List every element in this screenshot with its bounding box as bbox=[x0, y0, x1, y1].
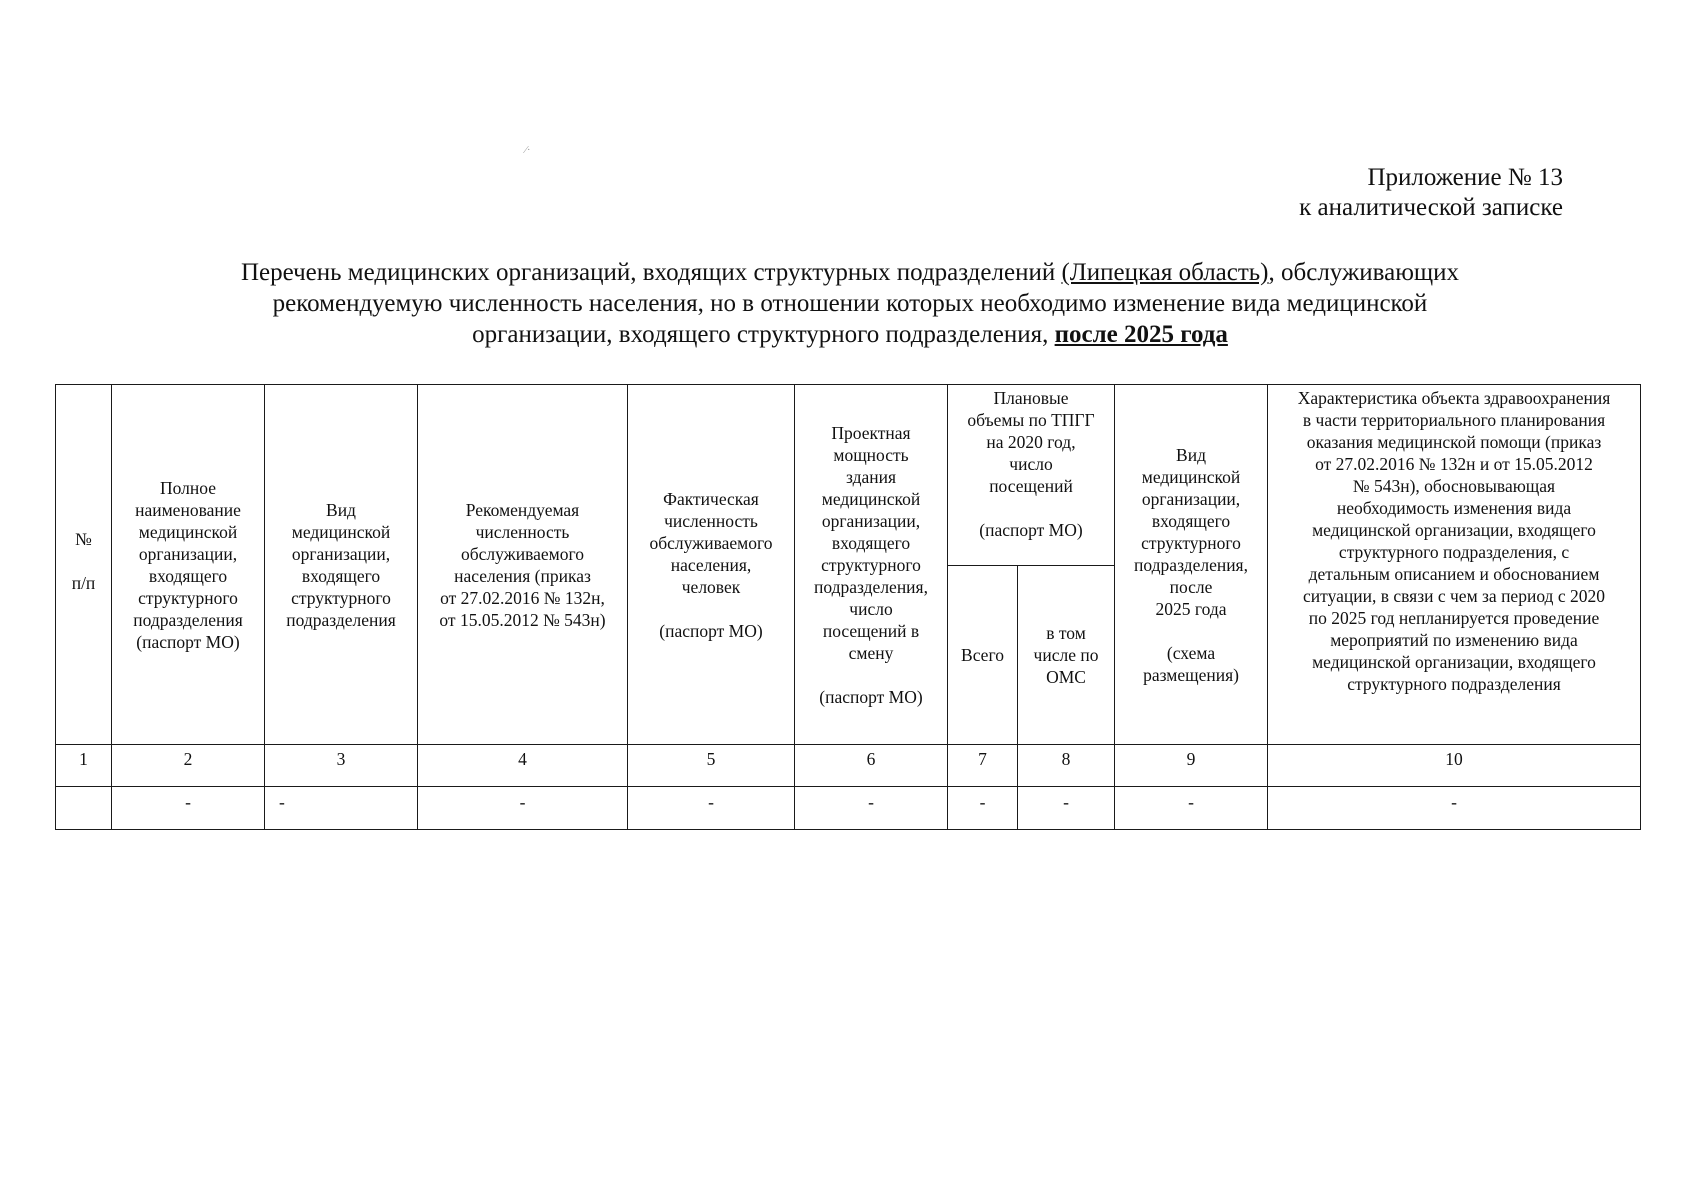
column-numbers-row bbox=[56, 745, 1641, 787]
header-col-7-8-text: Плановые объемы по ТПГГ на 2020 год, число посещений (паспорт МО) bbox=[967, 388, 1095, 540]
title-line3-prefix: организации, входящего структурного подразделения, bbox=[472, 321, 1055, 348]
header-col-6-text: Проектная мощность здания медицинской организации, входящего структурного подразделения, число посещений в смену (паспорт МО) bbox=[814, 422, 928, 707]
scan-artifact: ⁄· bbox=[525, 144, 531, 156]
appendix-label bbox=[1299, 163, 1563, 223]
header-col-1 bbox=[56, 385, 112, 745]
column-number-cell: 1 bbox=[56, 745, 112, 787]
header-col-9-text: Вид медицинской организации, входящего структурного подразделения, после 2025 года (схема размещения) bbox=[1134, 444, 1248, 685]
title-text-part2: , обслуживающих bbox=[1268, 259, 1460, 286]
column-number-cell: 5 bbox=[628, 745, 795, 787]
column-number-cell: 10 bbox=[1268, 745, 1641, 787]
header-col-10-text: Характеристика объекта здравоохранения в части территориального планирования оказания медицинской помощи (приказ от 27.02.2016 № 132н и от 15.05.2012 № 543н), обосновывающая необходимость изменения вида медицинской организации, входящего структурного подразделения, с детальным описанием и обоснованием ситуации, в связи с чем за период с 2020 по 2025 год непланируется проведение мероприятий по изменению вида медицинской организации, входящего структурного подразделения bbox=[1297, 388, 1611, 694]
header-col-1-text: № п/п bbox=[71, 528, 96, 593]
column-number-cell: 6 bbox=[795, 745, 948, 787]
header-col-5-text: Фактическая численность обслуживаемого населения, человек (паспорт МО) bbox=[649, 488, 773, 641]
header-col-4 bbox=[418, 385, 628, 745]
data-cell: - bbox=[1018, 787, 1115, 830]
column-number-cell: 3 bbox=[265, 745, 418, 787]
column-number-cell: 9 bbox=[1115, 745, 1268, 787]
column-number-cell: 4 bbox=[418, 745, 628, 787]
column-number-cell: 2 bbox=[112, 745, 265, 787]
header-col-9 bbox=[1115, 385, 1268, 745]
title-line-3 bbox=[120, 319, 1580, 350]
title-text-part1: Перечень медицинских организаций, входящих структурных подразделений bbox=[240, 259, 1062, 286]
title-line-1 bbox=[120, 257, 1580, 288]
data-cell: - bbox=[948, 787, 1018, 830]
data-cell: - bbox=[795, 787, 948, 830]
header-col-3-text: Вид медицинской организации, входящего структурного подразделения bbox=[286, 499, 396, 630]
column-number-cell: 7 bbox=[948, 745, 1018, 787]
header-col-7 bbox=[948, 566, 1018, 745]
data-cell: - bbox=[418, 787, 628, 830]
data-cell bbox=[56, 787, 112, 830]
header-col-2-text: Полное наименование медицинской организации, входящего структурного подразделения (паспорт МО) bbox=[133, 477, 243, 652]
document-title bbox=[120, 257, 1580, 350]
data-row bbox=[56, 787, 1641, 830]
data-cell: - bbox=[1268, 787, 1641, 830]
appendix-reference: к аналитической записке bbox=[1299, 194, 1563, 221]
title-emphasis: после 2025 года bbox=[1054, 321, 1228, 348]
data-cell: - bbox=[1115, 787, 1268, 830]
column-number-cell: 8 bbox=[1018, 745, 1115, 787]
header-col-5 bbox=[628, 385, 795, 745]
header-col-3 bbox=[265, 385, 418, 745]
header-row-top bbox=[56, 385, 1641, 566]
header-col-2 bbox=[112, 385, 265, 745]
data-cell: - bbox=[112, 787, 265, 830]
data-cell: - bbox=[265, 787, 418, 830]
header-col-4-text: Рекомендуемая численность обслуживаемого населения (приказ от 27.02.2016 № 132н, от 15.05.2012 № 543н) bbox=[439, 499, 606, 630]
header-col-6 bbox=[795, 385, 948, 745]
header-col-8-text: в том числе по ОМС bbox=[1033, 623, 1099, 687]
organizations-table bbox=[55, 384, 1641, 830]
header-col-7-8-group bbox=[948, 385, 1115, 566]
data-cell: - bbox=[628, 787, 795, 830]
header-col-7-text: Всего bbox=[961, 645, 1004, 665]
title-region: (Липецкая область) bbox=[1061, 259, 1269, 286]
header-col-8 bbox=[1018, 566, 1115, 745]
title-line-2: рекомендуемую численность населения, но в отношении которых необходимо изменение вида медицинской bbox=[272, 290, 1428, 317]
appendix-number: Приложение № 13 bbox=[1367, 164, 1563, 191]
header-col-10 bbox=[1268, 385, 1641, 745]
